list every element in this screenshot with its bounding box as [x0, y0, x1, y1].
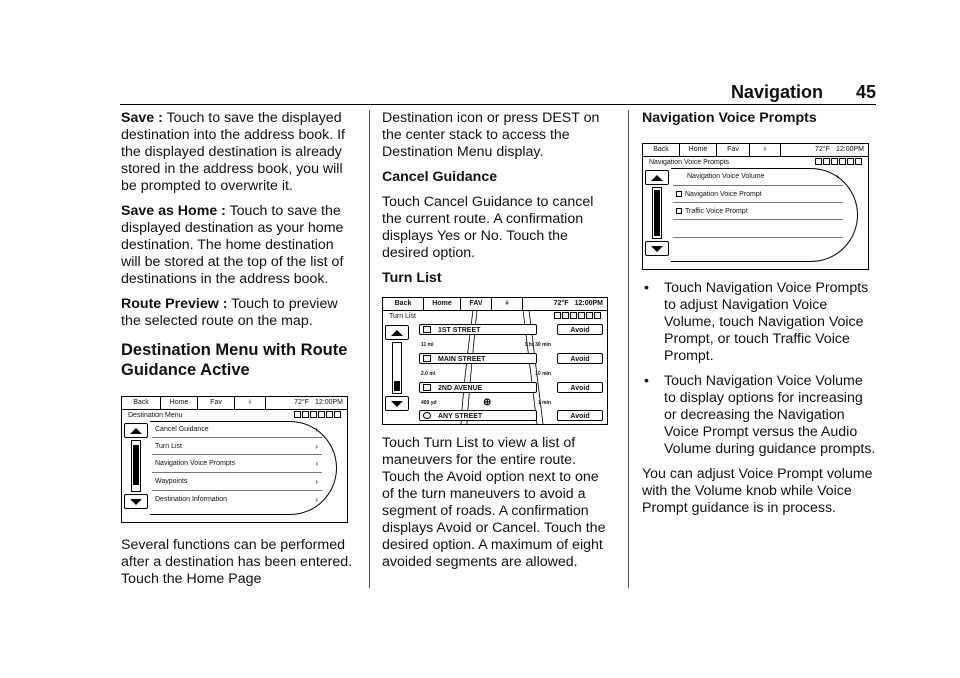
chevron-right-icon: › — [315, 424, 318, 434]
scroll-down-button[interactable] — [124, 494, 148, 509]
status-icon — [815, 158, 822, 165]
turn-arrow-icon — [423, 384, 431, 391]
screen-title: Navigation Voice Prompts — [643, 157, 868, 168]
arrow-down-icon — [391, 401, 403, 407]
status-icon — [855, 158, 862, 165]
destination-menu-heading: Destination Menu with Route Guidance Active — [121, 341, 348, 379]
column-3 — [642, 110, 878, 525]
status-icon — [847, 158, 854, 165]
menu-item-turn-list[interactable]: Turn List › — [152, 438, 322, 455]
checkbox-icon[interactable] — [676, 191, 682, 197]
scroll-track[interactable] — [392, 342, 402, 394]
street-button[interactable]: ANY STREET — [419, 410, 537, 421]
voice-prompts-bullets — [642, 280, 878, 458]
menu-item-destination-information[interactable]: Destination Information › — [152, 491, 322, 508]
menu-item-traffic-voice-prompt[interactable]: Traffic Voice Prompt — [673, 203, 843, 220]
screen-title: Turn List — [383, 311, 607, 322]
home-button[interactable]: Home — [161, 397, 198, 409]
fav-button[interactable]: FAV — [461, 298, 492, 310]
status-icons — [815, 158, 862, 165]
list-item: • Touch Navigation Voice Volume to display options for increasing or decreasing the Navigation Voice Prompt versus the Audio Volume during guidance prompts. — [644, 373, 876, 457]
avoid-button[interactable]: Avoid — [557, 410, 603, 421]
status-icon — [586, 312, 593, 319]
menu-item-navigation-voice-volume[interactable]: Navigation Voice Volume › — [673, 168, 843, 186]
list-item: • Touch Navigation Voice Prompts to adjust Navigation Voice Volume, touch Navigation Voice Prompt, or touch Traffic Voice Prompt. — [644, 280, 869, 364]
vehicle-position-icon: ⊕ — [483, 397, 492, 408]
voice-prompts-screen — [642, 143, 869, 270]
turn-list-paragraph: Touch Turn List to view a list of maneuvers for the entire route. Touch the Avoid option next to one of the turn maneuvers to avoid a segment of roads. A confirmation displays Avoid or Cancel. Touch the desired option. A maximum of eight avoided segments are allowed. — [382, 435, 606, 570]
header-rule — [120, 104, 876, 105]
column-divider — [628, 110, 629, 588]
nav-icon[interactable]: ⍭ — [750, 144, 781, 156]
save-home-paragraph: Save as Home : Touch to save the displayed destination as your home destination. The home destination will be stored at the top of the list of destinations in the address book. — [121, 203, 344, 287]
destination-menu-paragraph: Several functions can be performed after a destination has been entered. Touch the Home Page — [121, 537, 353, 587]
arrow-up-icon — [651, 175, 663, 181]
menu-item-waypoints[interactable]: Waypoints › — [152, 473, 322, 491]
clock: 12:00PM — [574, 300, 603, 307]
avoid-button[interactable]: Avoid — [557, 353, 603, 364]
dest-icon-paragraph: Destination icon or press DEST on the center stack to access the Destination Menu display. — [382, 110, 600, 160]
column-divider — [369, 110, 370, 588]
status-icon — [302, 411, 309, 418]
scroll-down-button[interactable] — [645, 241, 669, 256]
scroll-thumb[interactable] — [133, 445, 139, 485]
home-button[interactable]: Home — [680, 144, 717, 156]
fav-button[interactable]: Fav — [198, 397, 235, 409]
nav-icon[interactable]: ⍭ — [492, 298, 523, 310]
avoid-button[interactable]: Avoid — [557, 324, 603, 335]
status-icon — [831, 158, 838, 165]
scroll-track[interactable] — [652, 187, 662, 239]
scroll-up-button[interactable] — [124, 423, 148, 438]
status-icon — [578, 312, 585, 319]
chevron-right-icon: › — [315, 459, 318, 468]
status-icon — [294, 411, 301, 418]
scroll-sidebar — [124, 423, 148, 509]
nav-icon[interactable]: ⍭ — [235, 397, 266, 409]
street-button[interactable]: 1ST STREET — [419, 324, 537, 335]
status-icon — [334, 411, 341, 418]
street-button[interactable]: MAIN STREET — [419, 353, 537, 364]
clock: 12:00PM — [835, 146, 864, 153]
back-button[interactable]: Back — [122, 397, 161, 409]
chevron-right-icon: › — [315, 495, 318, 504]
chevron-right-icon: › — [315, 441, 318, 451]
top-bar — [122, 397, 347, 410]
scroll-thumb[interactable] — [654, 190, 660, 236]
column-2 — [382, 110, 614, 579]
scroll-sidebar — [385, 325, 409, 411]
temperature: 72°F — [815, 146, 830, 153]
arrow-down-icon — [130, 499, 142, 505]
back-button[interactable]: Back — [643, 144, 680, 156]
menu-item-navigation-voice-prompt[interactable]: Navigation Voice Prompt — [673, 186, 843, 203]
maneuver-info: 2.0 mi 10 min — [421, 371, 551, 377]
street-button[interactable]: 2ND AVENUE — [419, 382, 537, 393]
menu-item-navigation-voice-prompts[interactable]: Navigation Voice Prompts › — [152, 455, 322, 473]
save-paragraph: Save : Touch to save the displayed destination into the address book. If the displayed destination is already stored in the address book, you will be prompted to overwrite it. — [121, 110, 345, 194]
fav-button[interactable]: Fav — [717, 144, 750, 156]
status-icon — [326, 411, 333, 418]
scroll-sidebar — [645, 170, 669, 256]
chevron-right-icon: › — [836, 172, 839, 181]
cancel-guidance-heading: Cancel Guidance — [382, 169, 498, 185]
home-button[interactable]: Home — [424, 298, 461, 310]
top-bar — [643, 144, 868, 157]
cancel-guidance-paragraph: Touch Cancel Guidance to cancel the current route. A confirmation displays Yes or No. Touch the desired option. — [382, 194, 594, 261]
voice-prompt-volume-paragraph: You can adjust Voice Prompt volume with the Volume knob while Voice Prompt guidance is in process. — [642, 466, 873, 516]
voice-prompts-heading: Navigation Voice Prompts — [642, 110, 817, 126]
back-button[interactable]: Back — [383, 298, 424, 310]
turn-list-screen — [382, 297, 608, 425]
menu-item-empty — [673, 220, 843, 238]
chevron-right-icon: › — [315, 477, 318, 486]
scroll-up-button[interactable] — [645, 170, 669, 185]
temperature: 72°F — [294, 399, 309, 406]
avoid-button[interactable]: Avoid — [557, 382, 603, 393]
clock: 12:00PM — [314, 399, 343, 406]
status-icon — [318, 411, 325, 418]
status-icon — [310, 411, 317, 418]
scroll-down-button[interactable] — [385, 396, 409, 411]
arrow-up-icon — [130, 428, 142, 434]
destination-icon — [423, 412, 431, 419]
checkbox-icon[interactable] — [676, 208, 682, 214]
arrow-up-icon — [391, 330, 403, 336]
scroll-thumb[interactable] — [394, 381, 400, 391]
turn-arrow-icon — [423, 326, 431, 333]
status-icon — [839, 158, 846, 165]
menu-item-cancel-guidance[interactable]: Cancel Guidance › — [152, 421, 322, 438]
temperature: 72°F — [553, 300, 569, 307]
arrow-down-icon — [651, 246, 663, 252]
column-1 — [121, 110, 353, 596]
section-title: Navigation — [730, 82, 823, 102]
voice-prompts-list — [673, 168, 843, 238]
status-icon — [594, 312, 601, 319]
status-icon — [823, 158, 830, 165]
destination-menu-screen — [121, 396, 348, 523]
maneuver-info: 400 yd 1 min — [421, 400, 551, 406]
scroll-track[interactable] — [131, 440, 141, 492]
status-icons — [294, 411, 341, 418]
scroll-up-button[interactable] — [385, 325, 409, 340]
destination-menu-list — [152, 421, 322, 508]
screen-title: Destination Menu — [122, 410, 347, 421]
page-number: 45 — [855, 82, 876, 102]
turn-arrow-icon — [423, 355, 431, 362]
turn-list-heading: Turn List — [382, 270, 442, 286]
maneuver-info: 11 mi 1 hr 30 min — [421, 342, 551, 348]
page-header — [0, 82, 876, 103]
route-preview-paragraph: Route Preview : Touch to preview the selected route on the map. — [121, 296, 338, 329]
